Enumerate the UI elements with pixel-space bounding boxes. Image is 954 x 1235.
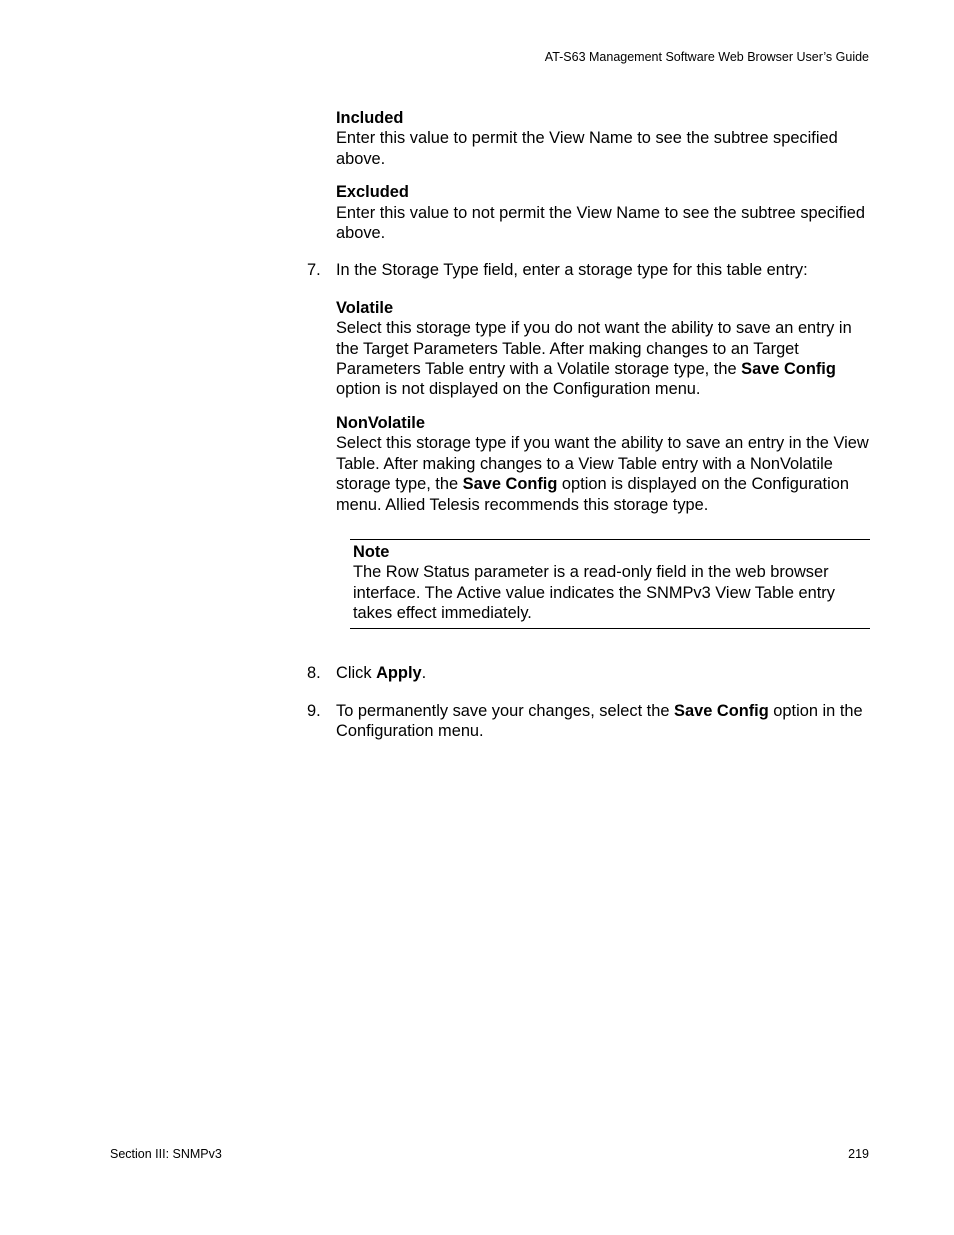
footer-section: Section III: SNMPv3: [110, 1147, 222, 1161]
step-8: [307, 663, 872, 683]
step-9-text: To permanently save your changes, select the Save Config option in the Configuration menu.: [336, 701, 863, 741]
save-config-emphasis: Save Config: [674, 701, 769, 720]
main-content: [307, 108, 872, 742]
excluded-text: Enter this value to not permit the View Name to see the subtree specified above.: [336, 203, 866, 243]
step-8-text: Click Apply.: [336, 663, 427, 682]
apply-emphasis: Apply: [376, 663, 422, 682]
nonvolatile-text: Select this storage type if you want the ability to save an entry in the View Table. After making changes to a View Table entry with a NonVolatile storage type, the Save Config option is displayed on the Configuration menu. Allied Telesis recommends this storage type.: [336, 434, 869, 514]
nonvolatile-term: NonVolatile: [336, 413, 425, 432]
included-term: Included: [336, 109, 404, 127]
step-9: [307, 701, 872, 742]
step-8-number: 8.: [307, 663, 321, 682]
nonvolatile-definition: [336, 413, 872, 515]
note-text: The Row Status parameter is a read-only field in the web browser interface. The Active value indicates the SNMPv3 View Table entry takes effect immediately.: [353, 563, 835, 623]
note-title: Note: [353, 542, 390, 561]
save-config-emphasis: Save Config: [462, 475, 558, 494]
save-config-emphasis: Save Config: [741, 360, 836, 379]
running-header: AT-S63 Management Software Web Browser User’s Guide: [544, 50, 869, 64]
included-text: Enter this value to permit the View Name to see the subtree specified above.: [336, 129, 838, 168]
excluded-term: Excluded: [336, 183, 409, 202]
volatile-term: Volatile: [336, 298, 394, 317]
step-7-text: In the Storage Type field, enter a storage type for this table entry:: [336, 261, 808, 280]
step-9-number: 9.: [307, 701, 321, 720]
excluded-definition: [336, 182, 872, 243]
step-7: [307, 260, 872, 280]
volatile-definition: [336, 298, 872, 400]
note-box: [350, 539, 870, 629]
step-7-number: 7.: [307, 261, 321, 280]
page-number: 219: [848, 1147, 869, 1161]
included-definition: [336, 108, 872, 169]
volatile-text: Select this storage type if you do not want the ability to save an entry in the Target Parameters Table. After making changes to an Target Parameters Table entry with a Volatile storage type, the Save Config option is not displayed on the Configuration menu.: [336, 319, 852, 399]
